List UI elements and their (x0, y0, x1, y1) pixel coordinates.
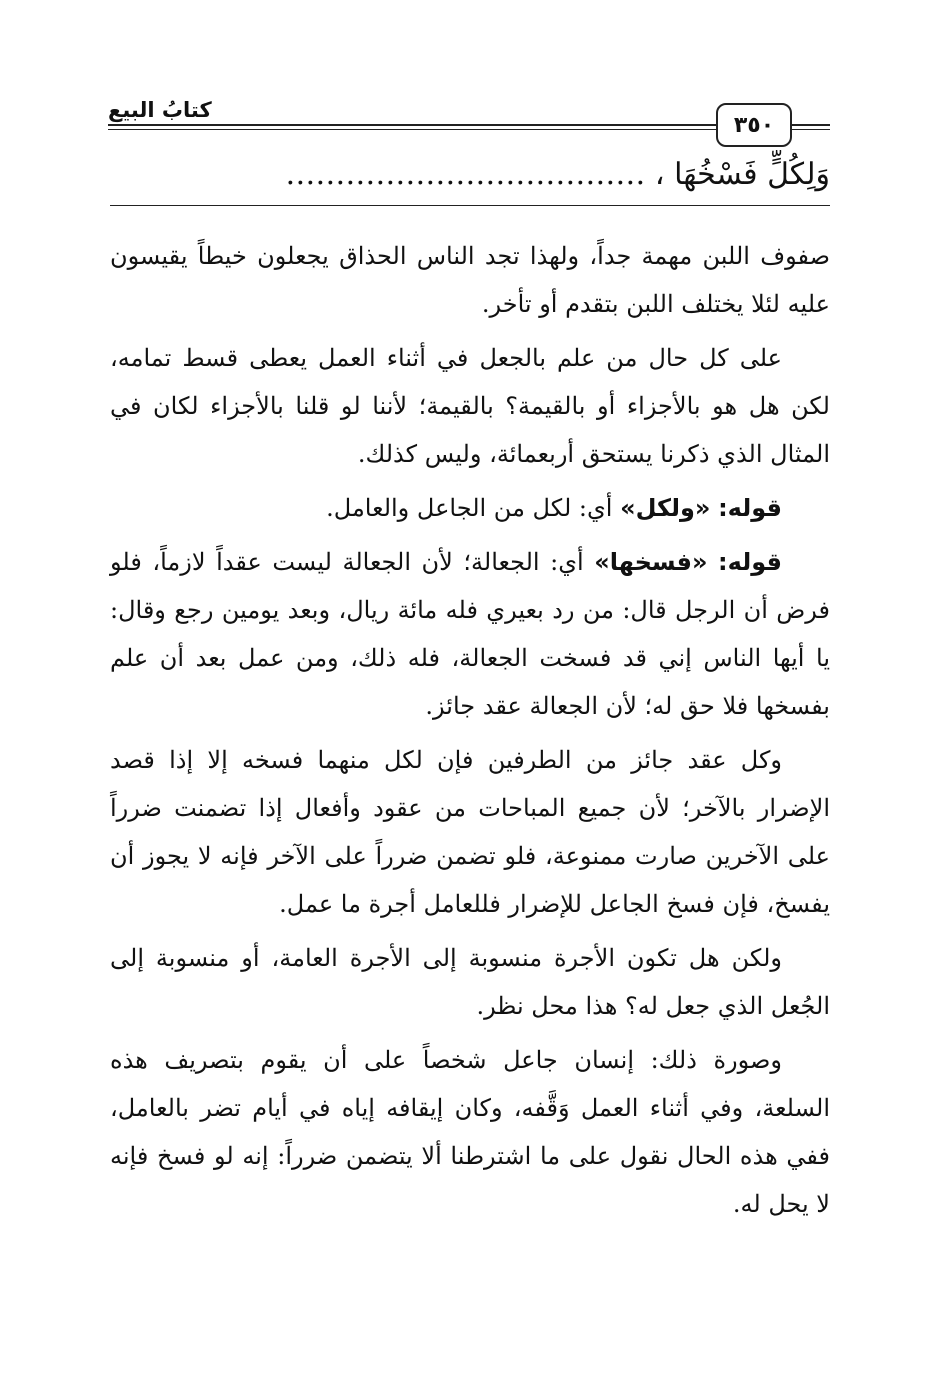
paragraph-text: على كل حال من علم بالجعل في أثناء العمل يعطى قسط تمامه، لكن هل هو بالأجزاء أو بالقيمة؟ بالقيمة؛ لأننا لو قلنا بالأجزاء لكان في المثال الذي ذكرنا يستحق أربعمائة، وليس كذلك. (110, 344, 830, 468)
header-rule (108, 124, 716, 126)
paragraph-text: صفوف اللبن مهمة جداً، ولهذا تجد الناس الحذاق يجعلون خيطاً يقيسون عليه لئلا يختلف اللبن بتقدم أو تأخر. (110, 242, 830, 318)
header-rule-right-thin (790, 129, 830, 130)
quoted-term: «فسخها» (594, 548, 708, 576)
book-title: كتابُ البيع (108, 98, 212, 122)
paragraph (110, 484, 830, 532)
paragraph (110, 232, 830, 328)
paragraph-text: أي: الجعالة؛ لأن الجعالة ليست عقداً لازماً، فلو فرض أن الرجل قال: من رد بعيري فله مائة ريال، وبعد يومين رجع وقال: يا أيها الناس إني قد فسخت الجعالة، فله ذلك، ومن عمل بعد أن علم بفسخها فلا حق له؛ لأن الجعالة عقد جائز. (110, 548, 830, 720)
paragraph (110, 538, 830, 730)
matn-line (110, 150, 830, 200)
paragraph (110, 934, 830, 1030)
paragraph (110, 1036, 830, 1228)
paragraph (110, 736, 830, 928)
matn-text: وَلِكُلٍّ فَسْخُهَا ، (654, 157, 830, 192)
paragraph-text: أي: لكل من الجاعل والعامل. (326, 494, 621, 522)
separator-rule (110, 205, 830, 206)
paragraph-text: وصورة ذلك: إنسان جاعل شخصاً على أن يقوم بتصريف هذه السلعة، وفي أثناء العمل وَقَّفه، وكان إيقافه إياه في أيام تضر بالعامل، ففي هذه الحال نقول على ما اشترطنا ألا يتضمن ضرراً: إنه لو فسخ فإنه لا يحل له. (110, 1046, 831, 1218)
header-rule-thin (108, 129, 716, 130)
qawluhu-label: قوله: (718, 494, 782, 522)
qawluhu-label: قوله: (718, 548, 782, 576)
matn-dots: ……………………………… (285, 157, 646, 192)
header-rule-right (790, 124, 830, 126)
quoted-term: «ولكل» (620, 494, 711, 522)
paragraph (110, 334, 830, 478)
paragraph-text: ولكن هل تكون الأجرة منسوبة إلى الأجرة العامة، أو منسوبة إلى الجُعل الذي جعل له؟ هذا محل نظر. (110, 944, 830, 1020)
page-header (0, 0, 950, 150)
paragraph-text: وكل عقد جائز من الطرفين فإن لكل منهما فسخه إلا إذا قصد الإضرار بالآخر؛ لأن جميع المباحات من عقود وأفعال إذا تضمنت ضرراً على الآخرين صارت ممنوعة، فلو تضمن ضرراً على الآخر فإنه لا يجوز أن يفسخ، فإن فسخ الجاعل للإضرار فللعامل أجرة ما عمل. (110, 746, 830, 918)
page-number: ٣٥٠ (716, 103, 792, 147)
commentary-body (110, 232, 830, 1234)
